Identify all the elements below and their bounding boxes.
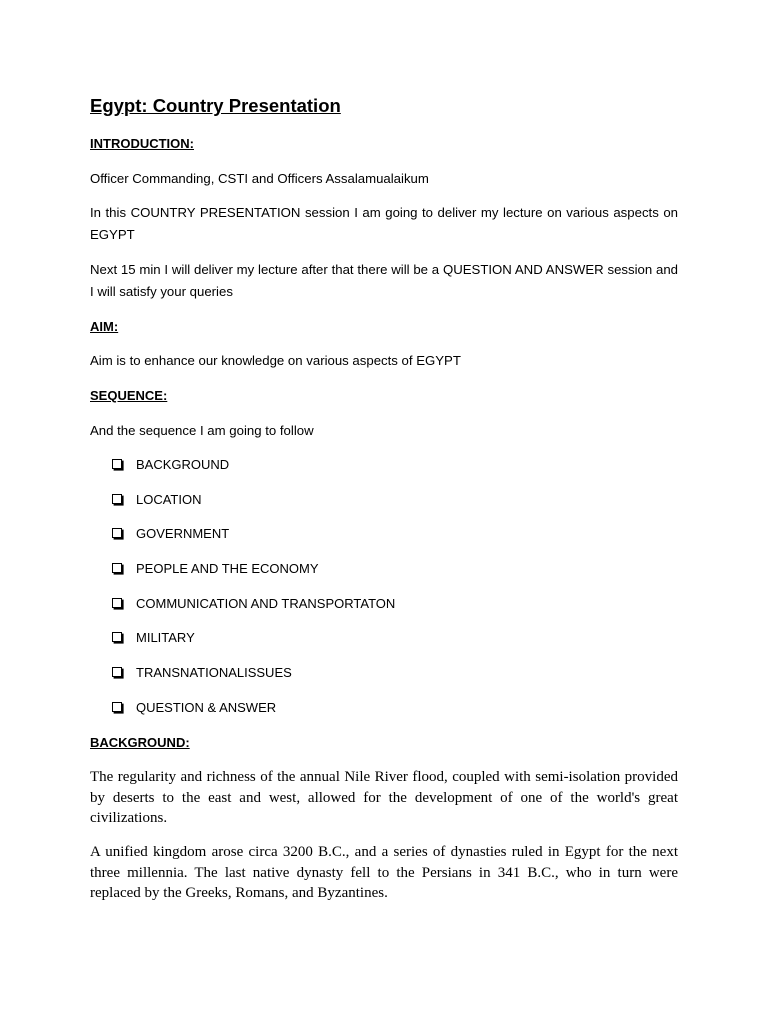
aim-heading: AIM:	[90, 319, 119, 334]
background-paragraph-nile: The regularity and richness of the annual Nile River flood, coupled with semi-isolation provided by deserts to the east and west, allowed for the development of one of the world's great civilizations.	[90, 769, 678, 827]
list-item	[112, 699, 395, 734]
introduction-paragraph-session: In this COUNTRY PRESENTATION session I am going to deliver my lecture on various aspects on EGYPT	[90, 205, 678, 242]
checkbox-icon	[112, 563, 122, 573]
sequence-heading: SEQUENCE:	[90, 388, 168, 403]
introduction-paragraph-greeting: Officer Commanding, CSTI and Officers Assalamualaikum	[90, 171, 429, 186]
sequence-item-label: LOCATION	[136, 491, 202, 507]
introduction-paragraph-schedule: Next 15 min I will deliver my lecture after that there will be a QUESTION AND ANSWER session and I will satisfy your queries	[90, 262, 678, 299]
list-item	[112, 491, 395, 526]
introduction-heading: INTRODUCTION:	[90, 136, 194, 151]
sequence-item-label: TRANSNATIONALISSUES	[136, 665, 292, 681]
checkbox-icon	[112, 702, 122, 712]
document-title: Egypt: Country Presentation	[90, 95, 341, 116]
sequence-item-label: COMMUNICATION AND TRANSPORTATON	[136, 595, 396, 611]
checkbox-icon	[112, 667, 122, 677]
checkbox-icon	[112, 632, 122, 642]
list-item	[112, 595, 395, 630]
sequence-item-label: QUESTION & ANSWER	[136, 699, 277, 715]
background-heading: BACKGROUND:	[90, 735, 190, 750]
list-item	[112, 456, 395, 491]
list-item	[112, 664, 395, 699]
list-item	[112, 525, 395, 560]
sequence-item-label: MILITARY	[136, 630, 195, 646]
checkbox-icon	[112, 598, 122, 608]
list-item	[112, 629, 395, 664]
sequence-item-label: BACKGROUND	[136, 457, 230, 472]
sequence-item-label: PEOPLE AND THE ECONOMY	[136, 561, 319, 577]
sequence-intro: And the sequence I am going to follow	[90, 423, 314, 438]
checkbox-icon	[112, 459, 122, 469]
checkbox-icon	[112, 528, 122, 538]
checkbox-icon	[112, 494, 122, 504]
list-item	[112, 560, 395, 595]
aim-paragraph: Aim is to enhance our knowledge on various aspects of EGYPT	[90, 353, 461, 368]
background-paragraph-dynasties: A unified kingdom arose circa 3200 B.C., and a series of dynasties ruled in Egypt for the next three millennia. The last native dynasty fell to the Persians in 341 B.C., who in turn were replaced by the Greeks, Romans, and Byzantines.	[90, 844, 678, 902]
sequence-list	[112, 456, 395, 734]
sequence-item-label: GOVERNMENT	[136, 526, 230, 542]
